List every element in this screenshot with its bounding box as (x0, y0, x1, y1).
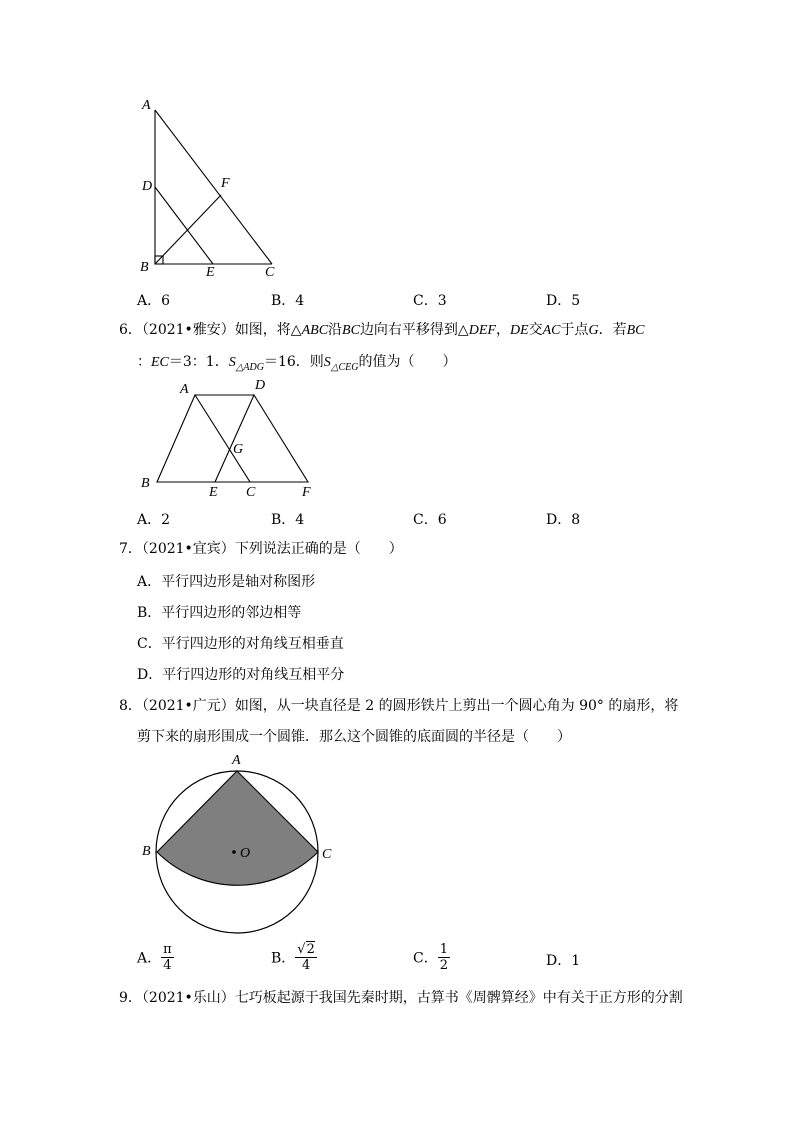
fig8-label-A: A (232, 753, 241, 768)
fig6-label-C: C (246, 485, 256, 500)
fig8-label-C: C (322, 847, 332, 862)
fig8-label-O: O (240, 846, 251, 861)
fig6-label-B: B (141, 476, 150, 491)
q8-stem-line1: 8．（2021•广元）如图，从一块直径是 2 的圆形铁片上剪出一个圆心角为 90° 的扇形，将 (119, 698, 679, 714)
fig8-label-B: B (142, 844, 151, 859)
q6-stem-line1: 6．（2021•雅安）如图，将△ABC沿BC边向右平移得到△DEF，DE交AC于点G．若BC (119, 322, 645, 338)
fig5-label-E: E (206, 265, 215, 280)
q8-option-b[interactable]: B． $\frac{√2}{4}$ (271, 942, 315, 973)
q8-option-a[interactable]: A． $\frac{\pi}{4}$ (137, 942, 172, 973)
q7-stem: 7．（2021•宜宾）下列说法正确的是（ ） (119, 541, 403, 557)
q6-source: （2021•雅安） (141, 322, 235, 338)
q6-option-d[interactable]: D．8 (546, 512, 581, 528)
q5-option-c[interactable]: C．3 (413, 293, 447, 309)
q7-source: （2021•宜宾） (141, 541, 235, 557)
q5-option-d[interactable]: D．5 (546, 293, 581, 309)
q6-option-b[interactable]: B．4 (271, 512, 305, 528)
q8-number: 8． (119, 698, 142, 714)
fig6-label-F: F (302, 485, 311, 500)
q5-option-a[interactable]: A．6 (137, 293, 171, 309)
q9-source: （2021•乐山） (141, 990, 235, 1006)
q6-option-c[interactable]: C．6 (413, 512, 447, 528)
fig5-label-C: C (265, 265, 275, 280)
q8-option-d[interactable]: D．1 (546, 953, 581, 969)
q7-option-b[interactable]: B．平行四边形的邻边相等 (137, 605, 302, 621)
fig5-label-D: D (142, 179, 153, 194)
fig5-label-F: F (221, 176, 230, 191)
q8-option-c[interactable]: C． $\frac{1}{2}$ (413, 942, 448, 973)
q8-source: （2021•广元） (141, 698, 235, 714)
q6-number: 6． (119, 322, 142, 338)
q6-option-a[interactable]: A．2 (137, 512, 171, 528)
q7-option-a[interactable]: A．平行四边形是轴对称图形 (137, 574, 316, 590)
fig5-label-A: A (142, 98, 151, 113)
q5-option-b[interactable]: B．4 (271, 293, 305, 309)
q7-option-c[interactable]: C．平行四边形的对角线互相垂直 (137, 636, 344, 652)
fig6-label-E: E (209, 485, 218, 500)
fig6-label-D: D (255, 378, 266, 393)
q7-number: 7． (119, 541, 142, 557)
q9-stem: 9．（2021•乐山）七巧板起源于我国先秦时期，古算书《周髀算经》中有关于正方形的分割 (119, 990, 683, 1006)
q7-option-d[interactable]: D．平行四边形的对角线互相平分 (137, 667, 345, 683)
q8-stem-line2: 剪下来的扇形围成一个圆锥．那么这个圆锥的底面圆的半径是（ ） (137, 729, 571, 745)
q9-number: 9． (119, 990, 142, 1006)
q6-stem-line2: ：EC＝3：1．$S_{\triangle ADG}=16$．则$S_{\triangle CEG}$的值为（ ） (137, 354, 457, 373)
fig6-label-A: A (180, 382, 189, 397)
fig6-label-G: G (233, 442, 244, 457)
fig5-label-B: B (140, 260, 149, 275)
